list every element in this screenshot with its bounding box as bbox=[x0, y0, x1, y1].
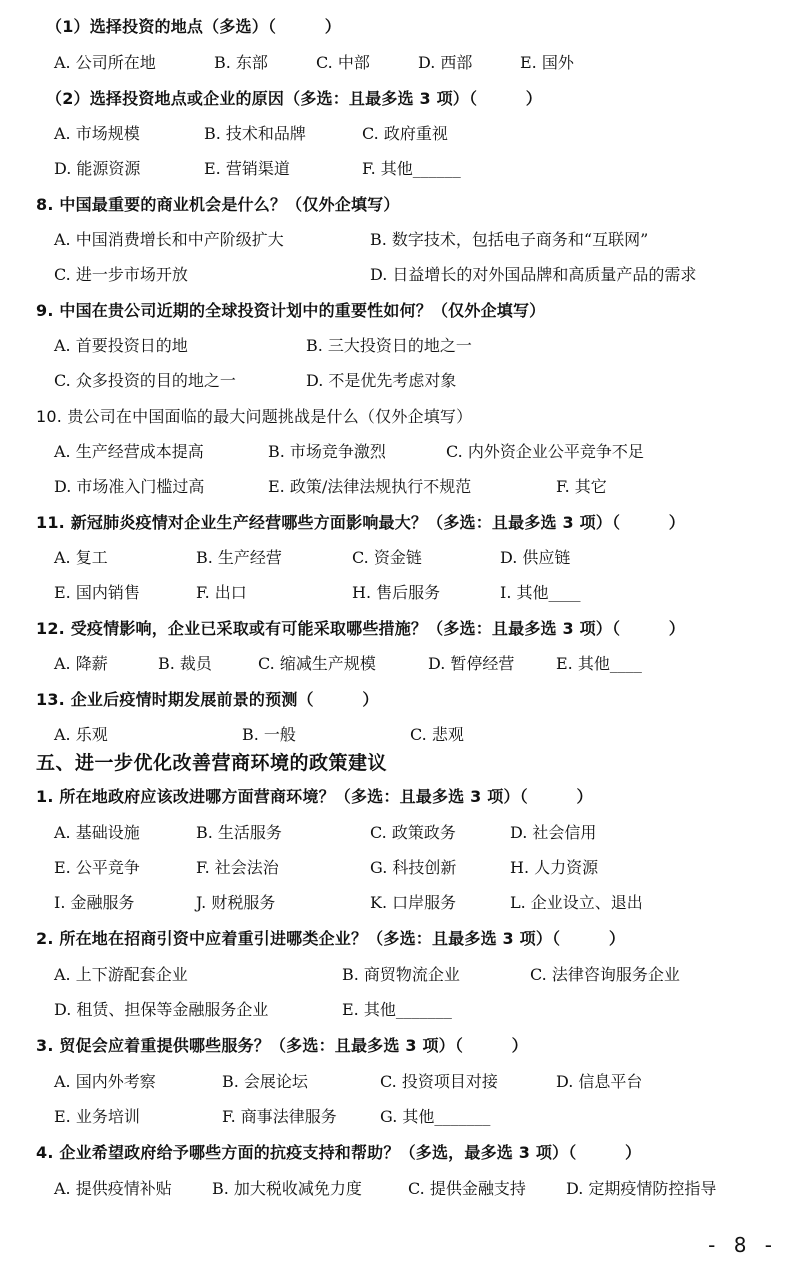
option[interactable]: D. 市场准入门槛过高 bbox=[54, 477, 205, 496]
option[interactable]: C. 投资项目对接 bbox=[380, 1072, 498, 1091]
option[interactable]: A. 降薪 bbox=[54, 654, 108, 673]
option[interactable]: C. 内外资企业公平竞争不足 bbox=[446, 442, 644, 461]
option[interactable]: B. 技术和品牌 bbox=[204, 124, 306, 143]
option[interactable]: G. 其他_______ bbox=[380, 1107, 491, 1126]
option[interactable]: C. 缩减生产规模 bbox=[258, 654, 376, 673]
option[interactable]: A. 提供疫情补贴 bbox=[54, 1179, 172, 1198]
option[interactable]: B. 东部 bbox=[214, 53, 268, 72]
option[interactable]: K. 口岸服务 bbox=[370, 893, 457, 912]
option[interactable]: F. 其它 bbox=[556, 477, 607, 496]
option[interactable]: E. 其他_______ bbox=[342, 1000, 452, 1019]
option[interactable]: D. 社会信用 bbox=[510, 823, 597, 842]
section-5-question-2-title: 2. 所在地在招商引资中应着重引进哪类企业？（多选：且最多选 3 项）（ ） bbox=[36, 929, 626, 948]
option[interactable]: D. 能源资源 bbox=[54, 159, 141, 178]
option[interactable]: C. 政策政务 bbox=[370, 823, 456, 842]
option[interactable]: D. 西部 bbox=[418, 53, 473, 72]
option[interactable]: B. 三大投资日的地之一 bbox=[306, 336, 472, 355]
option[interactable]: A. 国内外考察 bbox=[54, 1072, 156, 1091]
question-9-title: 9. 中国在贵公司近期的全球投资计划中的重要性如何？（仅外企填写） bbox=[36, 301, 546, 320]
option[interactable]: A. 首要投资日的地 bbox=[54, 336, 188, 355]
option[interactable]: G. 科技创新 bbox=[370, 858, 457, 877]
option[interactable]: E. 营销渠道 bbox=[204, 159, 290, 178]
option[interactable]: H. 人力资源 bbox=[510, 858, 599, 877]
option[interactable]: H. 售后服务 bbox=[352, 583, 441, 602]
option[interactable]: A. 公司所在地 bbox=[54, 53, 156, 72]
question-10-title: 10. 贵公司在中国面临的最大问题挑战是什么（仅外企填写） bbox=[36, 407, 473, 426]
option[interactable]: B. 商贸物流企业 bbox=[342, 965, 460, 984]
option[interactable]: A. 生产经营成本提高 bbox=[54, 442, 204, 461]
question-7-1-title: （1）选择投资的地点（多选）（ ） bbox=[46, 17, 341, 36]
option[interactable]: E. 其他____ bbox=[556, 654, 642, 673]
option[interactable]: D. 租赁、担保等金融服务企业 bbox=[54, 1000, 269, 1019]
section-5-question-1-title: 1. 所在地政府应该改进哪方面营商环境？（多选：且最多选 3 项）（ ） bbox=[36, 787, 593, 806]
option[interactable]: E. 国内销售 bbox=[54, 583, 140, 602]
option[interactable]: F. 社会法治 bbox=[196, 858, 279, 877]
option[interactable]: C. 悲观 bbox=[410, 725, 464, 744]
option[interactable]: B. 一般 bbox=[242, 725, 296, 744]
option[interactable]: I. 金融服务 bbox=[54, 893, 135, 912]
option[interactable]: A. 上下游配套企业 bbox=[54, 965, 188, 984]
option[interactable]: A. 复工 bbox=[54, 548, 108, 567]
option[interactable]: C. 资金链 bbox=[352, 548, 422, 567]
option[interactable]: A. 乐观 bbox=[54, 725, 108, 744]
option[interactable]: L. 企业设立、退出 bbox=[510, 893, 643, 912]
option[interactable]: D. 供应链 bbox=[500, 548, 571, 567]
option[interactable]: A. 基础设施 bbox=[54, 823, 140, 842]
option[interactable]: E. 政策/法律法规执行不规范 bbox=[268, 477, 472, 496]
option[interactable]: C. 进一步市场开放 bbox=[54, 265, 188, 284]
option[interactable]: C. 提供金融支持 bbox=[408, 1179, 526, 1198]
option[interactable]: C. 众多投资的目的地之一 bbox=[54, 371, 236, 390]
option[interactable]: D. 不是优先考虑对象 bbox=[306, 371, 457, 390]
option[interactable]: F. 商事法律服务 bbox=[222, 1107, 337, 1126]
option[interactable]: D. 日益增长的对外国品牌和高质量产品的需求 bbox=[370, 265, 697, 284]
page-number: - 8 - bbox=[708, 1233, 778, 1257]
question-7-2-title: （2）选择投资地点或企业的原因（多选：且最多选 3 项）（ ） bbox=[46, 89, 543, 108]
option[interactable]: B. 加大税收减免力度 bbox=[212, 1179, 362, 1198]
option[interactable]: C. 政府重视 bbox=[362, 124, 448, 143]
option[interactable]: E. 公平竞争 bbox=[54, 858, 140, 877]
option[interactable]: F. 其他______ bbox=[362, 159, 461, 178]
option[interactable]: E. 业务培训 bbox=[54, 1107, 140, 1126]
section-heading: 五、进一步优化改善营商环境的政策建议 bbox=[36, 752, 388, 774]
option[interactable]: B. 生产经营 bbox=[196, 548, 282, 567]
option[interactable]: A. 市场规模 bbox=[54, 124, 140, 143]
option[interactable]: D. 信息平台 bbox=[556, 1072, 643, 1091]
option[interactable]: B. 市场竞争激烈 bbox=[268, 442, 386, 461]
question-13-title: 13. 企业后疫情时期发展前景的预测（ ） bbox=[36, 690, 379, 709]
question-11-title: 11. 新冠肺炎疫情对企业生产经营哪些方面影响最大？（多选：且最多选 3 项）（ ） bbox=[36, 513, 685, 532]
option[interactable]: F. 出口 bbox=[196, 583, 247, 602]
section-5-question-4-title: 4. 企业希望政府给予哪些方面的抗疫支持和帮助？（多选，最多选 3 项）（ ） bbox=[36, 1143, 642, 1162]
option[interactable]: C. 法律咨询服务企业 bbox=[530, 965, 680, 984]
section-5-question-3-title: 3. 贸促会应着重提供哪些服务？（多选：且最多选 3 项）（ ） bbox=[36, 1036, 528, 1055]
option[interactable]: B. 数字技术，包括电子商务和“互联网” bbox=[370, 230, 649, 249]
option[interactable]: B. 会展论坛 bbox=[222, 1072, 308, 1091]
option[interactable]: E. 国外 bbox=[520, 53, 574, 72]
option[interactable]: J. 财税服务 bbox=[196, 893, 276, 912]
option[interactable]: I. 其他____ bbox=[500, 583, 581, 602]
option[interactable]: B. 裁员 bbox=[158, 654, 212, 673]
option[interactable]: C. 中部 bbox=[316, 53, 370, 72]
option[interactable]: A. 中国消费增长和中产阶级扩大 bbox=[54, 230, 284, 249]
question-7-2-options bbox=[0, 121, 800, 145]
option[interactable]: B. 生活服务 bbox=[196, 823, 282, 842]
question-12-title: 12. 受疫情影响，企业已采取或有可能采取哪些措施？（多选：且最多选 3 项）（ ） bbox=[36, 619, 685, 638]
option[interactable]: D. 定期疫情防控指导 bbox=[566, 1179, 717, 1198]
option[interactable]: D. 暂停经营 bbox=[428, 654, 515, 673]
question-7-1-options bbox=[0, 50, 800, 74]
question-8-title: 8. 中国最重要的商业机会是什么？（仅外企填写） bbox=[36, 195, 400, 214]
